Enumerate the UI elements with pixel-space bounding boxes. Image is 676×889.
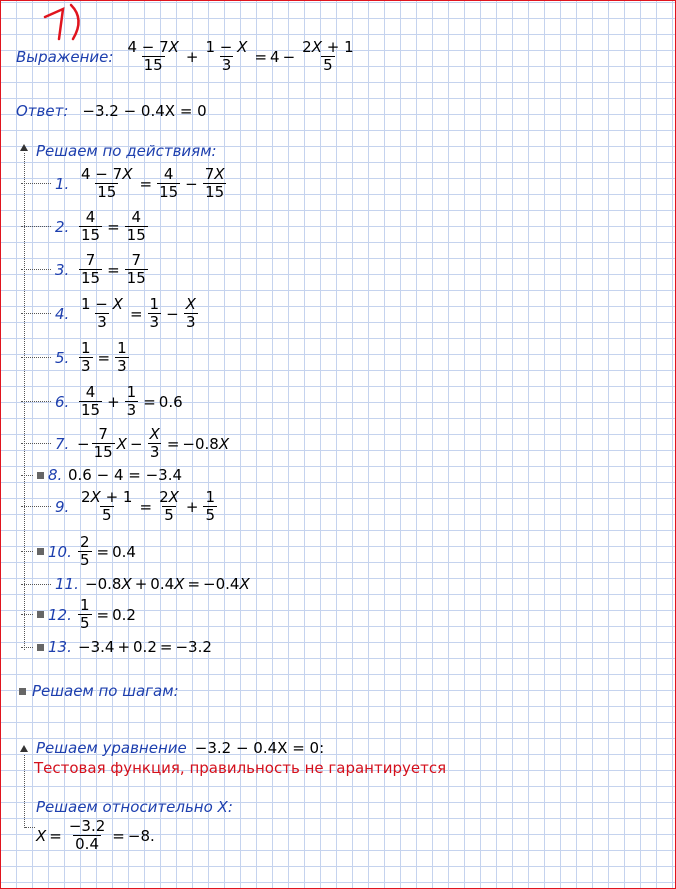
expression-formula: $\frac{4 - 7X}{15}$ + $\frac{1 - X}{3}$ = 4 − $\frac{2X + 1}{5}$: [127, 38, 354, 74]
steps-title[interactable]: Решаем по шагам:: [32, 682, 179, 700]
step-row: 7. − $\frac{7}{15}$ X − $\frac{X}{3}$ = −0.8 X: [21, 426, 229, 461]
collapse-arrow-icon[interactable]: [20, 745, 28, 752]
step-row: 6. $\frac{4}{15}$ + $\frac{1}{3}$ = 0.6: [21, 384, 183, 419]
step-row: 5. $\frac{1}{3}$ = $\frac{1}{3}$: [21, 340, 131, 375]
expand-arrow-icon[interactable]: [37, 472, 44, 479]
step-row[interactable]: 13. −3.4 + 0.2 = −3.2: [21, 638, 212, 656]
answer-line: [16, 102, 207, 120]
step-row: 11. −0.8 X + 0.4 X = −0.4 X: [21, 575, 250, 593]
equation-title[interactable]: Решаем уравнение: [36, 739, 187, 757]
step-row[interactable]: 10. $\frac{2}{5}$ = 0.4: [21, 534, 136, 569]
step-row: 1. $\frac{4 - 7X}{15}$ = $\frac{4}{15}$ − $\frac{7X}{15}$: [21, 166, 229, 201]
equation-title-line: [36, 739, 324, 757]
answer-label: Ответ:: [16, 102, 69, 120]
expand-arrow-icon[interactable]: [19, 688, 26, 695]
step-row[interactable]: 8. 0.6 − 4 = −3.4: [21, 466, 182, 484]
tree-line: [24, 755, 25, 828]
solution-formula: X = $\frac{-3.2}{0.4}$ = −8.: [36, 817, 155, 853]
expand-arrow-icon[interactable]: [37, 548, 44, 555]
expand-arrow-icon[interactable]: [37, 611, 44, 618]
step-row[interactable]: 12. $\frac{1}{5}$ = 0.2: [21, 597, 136, 632]
step-row: 3. $\frac{7}{15}$ = $\frac{7}{15}$: [21, 252, 150, 287]
expand-arrow-icon[interactable]: [37, 644, 44, 651]
step-row: 4. $\frac{1 - X}{3}$ = $\frac{1}{3}$ − $\frac{X}{3}$: [21, 296, 200, 331]
step-row: 2. $\frac{4}{15}$ = $\frac{4}{15}$: [21, 209, 150, 244]
collapse-arrow-icon[interactable]: [20, 144, 28, 151]
actions-title[interactable]: Решаем по действиям:: [36, 142, 217, 160]
expression-line: [16, 39, 358, 74]
handwritten-annotation: [41, 1, 91, 43]
warning-text: Тестовая функция, правильность не гарантируется: [34, 759, 447, 777]
equation-value: −3.2 − 0.4X = 0:: [194, 739, 325, 757]
step-row: 9. $\frac{2X + 1}{5}$ = $\frac{2X}{5}$ + $\frac{1}{5}$: [21, 489, 219, 524]
steps-section[interactable]: [19, 682, 179, 700]
expression-label: Выражение:: [16, 47, 114, 66]
answer-value: −3.2 − 0.4X = 0: [82, 102, 207, 120]
solve-for-label: Решаем относительно X:: [36, 798, 233, 816]
